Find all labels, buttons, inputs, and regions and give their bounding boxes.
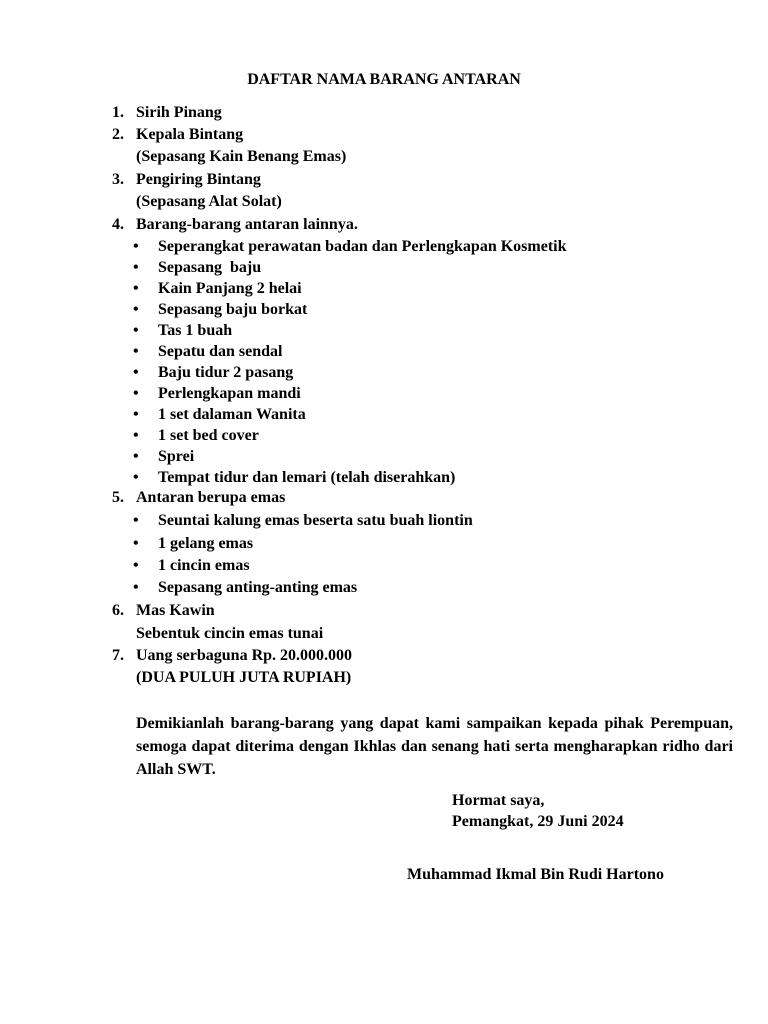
document-title: DAFTAR NAMA BARANG ANTARAN bbox=[247, 71, 521, 88]
bullet-icon: • bbox=[133, 406, 139, 423]
item-label: Uang serbaguna Rp. 20.000.000 bbox=[136, 647, 353, 664]
bullet-item: Seperangkat perawatan badan dan Perlengkapan Kosmetik bbox=[158, 238, 567, 255]
bullet-icon: • bbox=[133, 322, 139, 339]
bullet-icon: • bbox=[133, 259, 139, 276]
item-label: Mas Kawin bbox=[136, 602, 215, 619]
item-number: 5. bbox=[112, 489, 124, 506]
bullet-item: 1 set bed cover bbox=[158, 427, 259, 444]
bullet-icon: • bbox=[133, 280, 139, 297]
bullet-icon: • bbox=[133, 469, 139, 486]
bullet-item: Tempat tidur dan lemari (telah diserahkan) bbox=[158, 469, 456, 486]
item-label: Kepala Bintang bbox=[136, 126, 244, 143]
item-number: 6. bbox=[112, 602, 124, 619]
bullet-item: Sepatu dan sendal bbox=[158, 343, 283, 360]
item-subtext: (Sepasang Alat Solat) bbox=[136, 193, 282, 210]
item-subtext: (DUA PULUH JUTA RUPIAH) bbox=[136, 669, 352, 686]
bullet-icon: • bbox=[133, 512, 139, 529]
bullet-item: 1 cincin emas bbox=[158, 557, 250, 574]
bullet-item: 1 set dalaman Wanita bbox=[158, 406, 306, 423]
bullet-item: Tas 1 buah bbox=[158, 322, 233, 339]
item-label: Antaran berupa emas bbox=[136, 489, 286, 506]
bullet-item: Baju tidur 2 pasang bbox=[158, 364, 294, 381]
item-number: 4. bbox=[112, 216, 124, 233]
bullet-item: Sepasang baju borkat bbox=[158, 301, 308, 318]
signature-greeting: Hormat saya, bbox=[452, 792, 545, 809]
bullet-item: Seuntai kalung emas beserta satu buah liontin bbox=[158, 512, 473, 529]
bullet-icon: • bbox=[133, 557, 139, 574]
item-subtext: (Sepasang Kain Benang Emas) bbox=[136, 148, 347, 165]
bullet-item: Sepasang baju bbox=[158, 259, 262, 276]
item-number: 1. bbox=[112, 104, 124, 121]
item-number: 7. bbox=[112, 647, 124, 664]
bullet-icon: • bbox=[133, 579, 139, 596]
item-subtext: Sebentuk cincin emas tunai bbox=[136, 625, 324, 642]
item-number: 2. bbox=[112, 126, 124, 143]
bullet-icon: • bbox=[133, 238, 139, 255]
item-label: Pengiring Bintang bbox=[136, 171, 261, 188]
item-number: 3. bbox=[112, 171, 124, 188]
item-label: Sirih Pinang bbox=[136, 104, 222, 121]
signature-place-date: Pemangkat, 29 Juni 2024 bbox=[452, 813, 624, 830]
bullet-item: Sepasang anting-anting emas bbox=[158, 579, 358, 596]
bullet-icon: • bbox=[133, 385, 139, 402]
bullet-icon: • bbox=[133, 301, 139, 318]
bullet-icon: • bbox=[133, 448, 139, 465]
bullet-icon: • bbox=[133, 343, 139, 360]
bullet-item: 1 gelang emas bbox=[158, 535, 254, 552]
bullet-icon: • bbox=[133, 535, 139, 552]
bullet-item: Kain Panjang 2 helai bbox=[158, 280, 302, 297]
signature-name: Muhammad Ikmal Bin Rudi Hartono bbox=[407, 866, 664, 883]
bullet-icon: • bbox=[133, 427, 139, 444]
closing-paragraph: Demikianlah barang-barang yang dapat kami sampaikan kepada pihak Perempuan, semoga dapat diterima dengan Ikhlas dan senang hati serta mengharapkan ridho dari Allah SWT. bbox=[136, 715, 733, 778]
item-label: Barang-barang antaran lainnya. bbox=[136, 216, 358, 233]
bullet-item: Perlengkapan mandi bbox=[158, 385, 301, 402]
bullet-icon: • bbox=[133, 364, 139, 381]
bullet-item: Sprei bbox=[158, 448, 195, 465]
